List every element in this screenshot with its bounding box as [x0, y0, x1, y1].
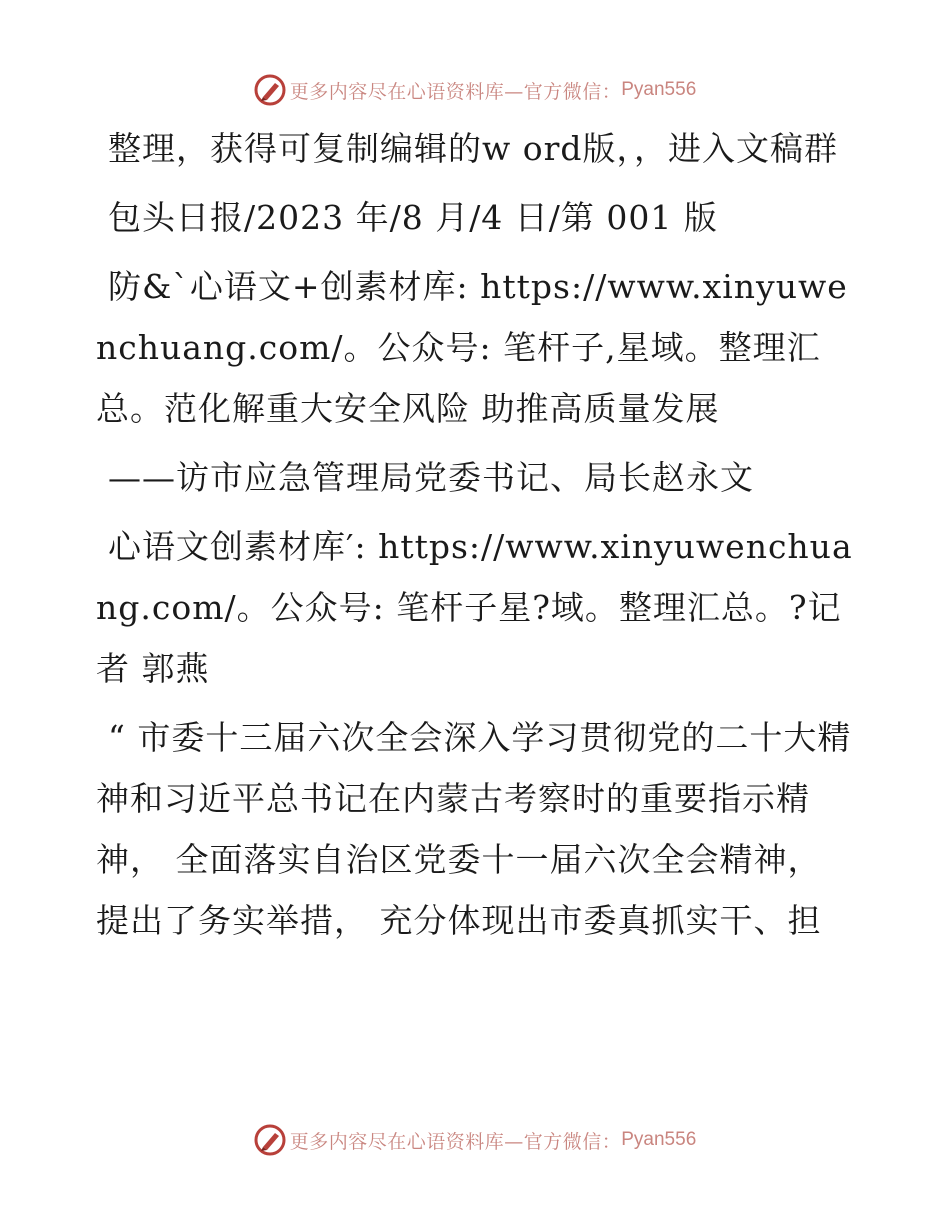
paragraph-intro: 整理，获得可复制编辑的w ord版，，进入文稿群: [108, 129, 839, 168]
paragraph-body: “ 市委十三届六次全会深入学习贯彻党的二十大精神和习近平总书记在内蒙古考察时的重要指示精神， 全面落实自治区党委十一届六次全会精神， 提出了务实举措， 充分体现出市委真抓实干、担: [96, 718, 852, 940]
pen-logo-icon: [254, 74, 286, 106]
paragraph-byline: 心语文创素材库′: https://www.xinyuwenchuang.com/。公众号: 笔杆子星?域。整理汇总。?记者 郭燕: [96, 527, 853, 688]
pen-logo-icon: [254, 1124, 286, 1156]
paragraph-source: 包头日报/2023 年/8 月/4 日/第 001 版: [108, 198, 718, 237]
paragraph-title: 防&`心语文+创素材库: https://www.xinyuwenchuang.com/。公众号: 笔杆子,星域。整理汇总。范化解重大安全风险 助推高质量发展: [96, 267, 848, 428]
document-body: [96, 118, 856, 959]
watermark-wechat-id: Pyan556: [621, 1129, 697, 1150]
header-watermark: [0, 70, 950, 110]
watermark-text: 更多内容尽在心语资料库—官方微信：: [289, 80, 622, 103]
paragraph-subtitle: ——访市应急管理局党委书记、局长赵永文: [108, 458, 754, 497]
watermark-wechat-id: Pyan556: [621, 79, 697, 100]
footer-watermark: [0, 1120, 950, 1160]
watermark-text: 更多内容尽在心语资料库—官方微信：: [289, 1130, 622, 1153]
